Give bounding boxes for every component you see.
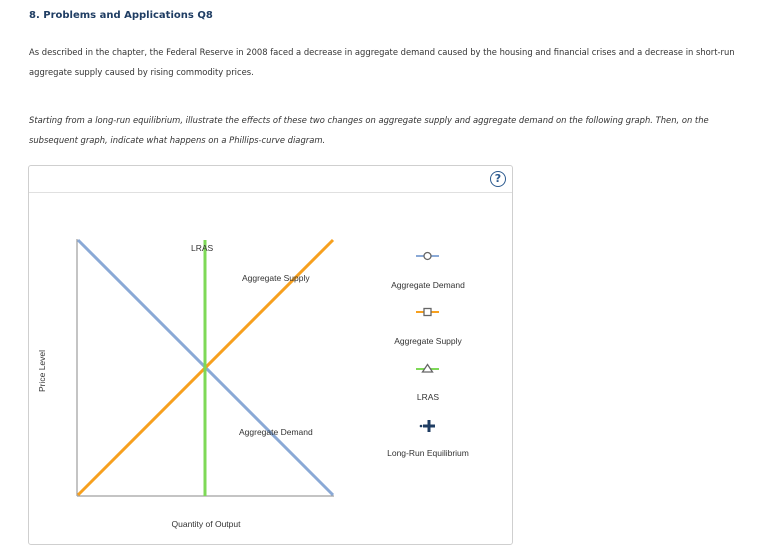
palette-tool-lras[interactable] — [416, 365, 439, 403]
palette-label-long-run-equilibrium: Long-Run Equilibrium — [387, 448, 469, 458]
circle-marker-icon — [424, 253, 431, 260]
ad-as-graph — [29, 166, 514, 546]
question-title: 8. Problems and Applications Q8 — [29, 10, 213, 21]
palette-tool-aggregate-supply[interactable] — [394, 309, 462, 347]
lras-label: LRAS — [191, 243, 214, 253]
help-icon[interactable]: ? — [490, 171, 506, 187]
question-instructions: Starting from a long-run equilibrium, illustrate the effects of these two changes on aggregate supply and aggregate demand on the following graph. Then, on the subsequent graph, indicate what happens on a Phillips-curve diagram. — [29, 115, 709, 145]
question-intro: As described in the chapter, the Federal Reserve in 2008 faced a decrease in aggregate demand caused by the housing and financial crises and a decrease in short-run aggregate supply caused by rising commodity prices. — [29, 47, 735, 77]
palette-tool-aggregate-demand[interactable] — [391, 253, 465, 291]
palette-tool-long-run-equilibrium[interactable] — [387, 420, 469, 458]
aggregate-demand-label: Aggregate Demand — [239, 427, 313, 437]
palette-label-aggregate-demand: Aggregate Demand — [391, 280, 465, 290]
palette-label-lras: LRAS — [416, 392, 440, 402]
square-marker-icon — [424, 309, 431, 316]
dot-marker — [420, 425, 423, 428]
y-axis-label: Price Level — [37, 349, 47, 393]
aggregate-supply-label: Aggregate Supply — [242, 273, 310, 283]
x-axis-label: Quantity of Output — [171, 519, 241, 529]
palette-label-aggregate-supply: Aggregate Supply — [394, 336, 462, 346]
plus-marker-icon — [423, 420, 435, 432]
graph-panel — [28, 165, 513, 545]
